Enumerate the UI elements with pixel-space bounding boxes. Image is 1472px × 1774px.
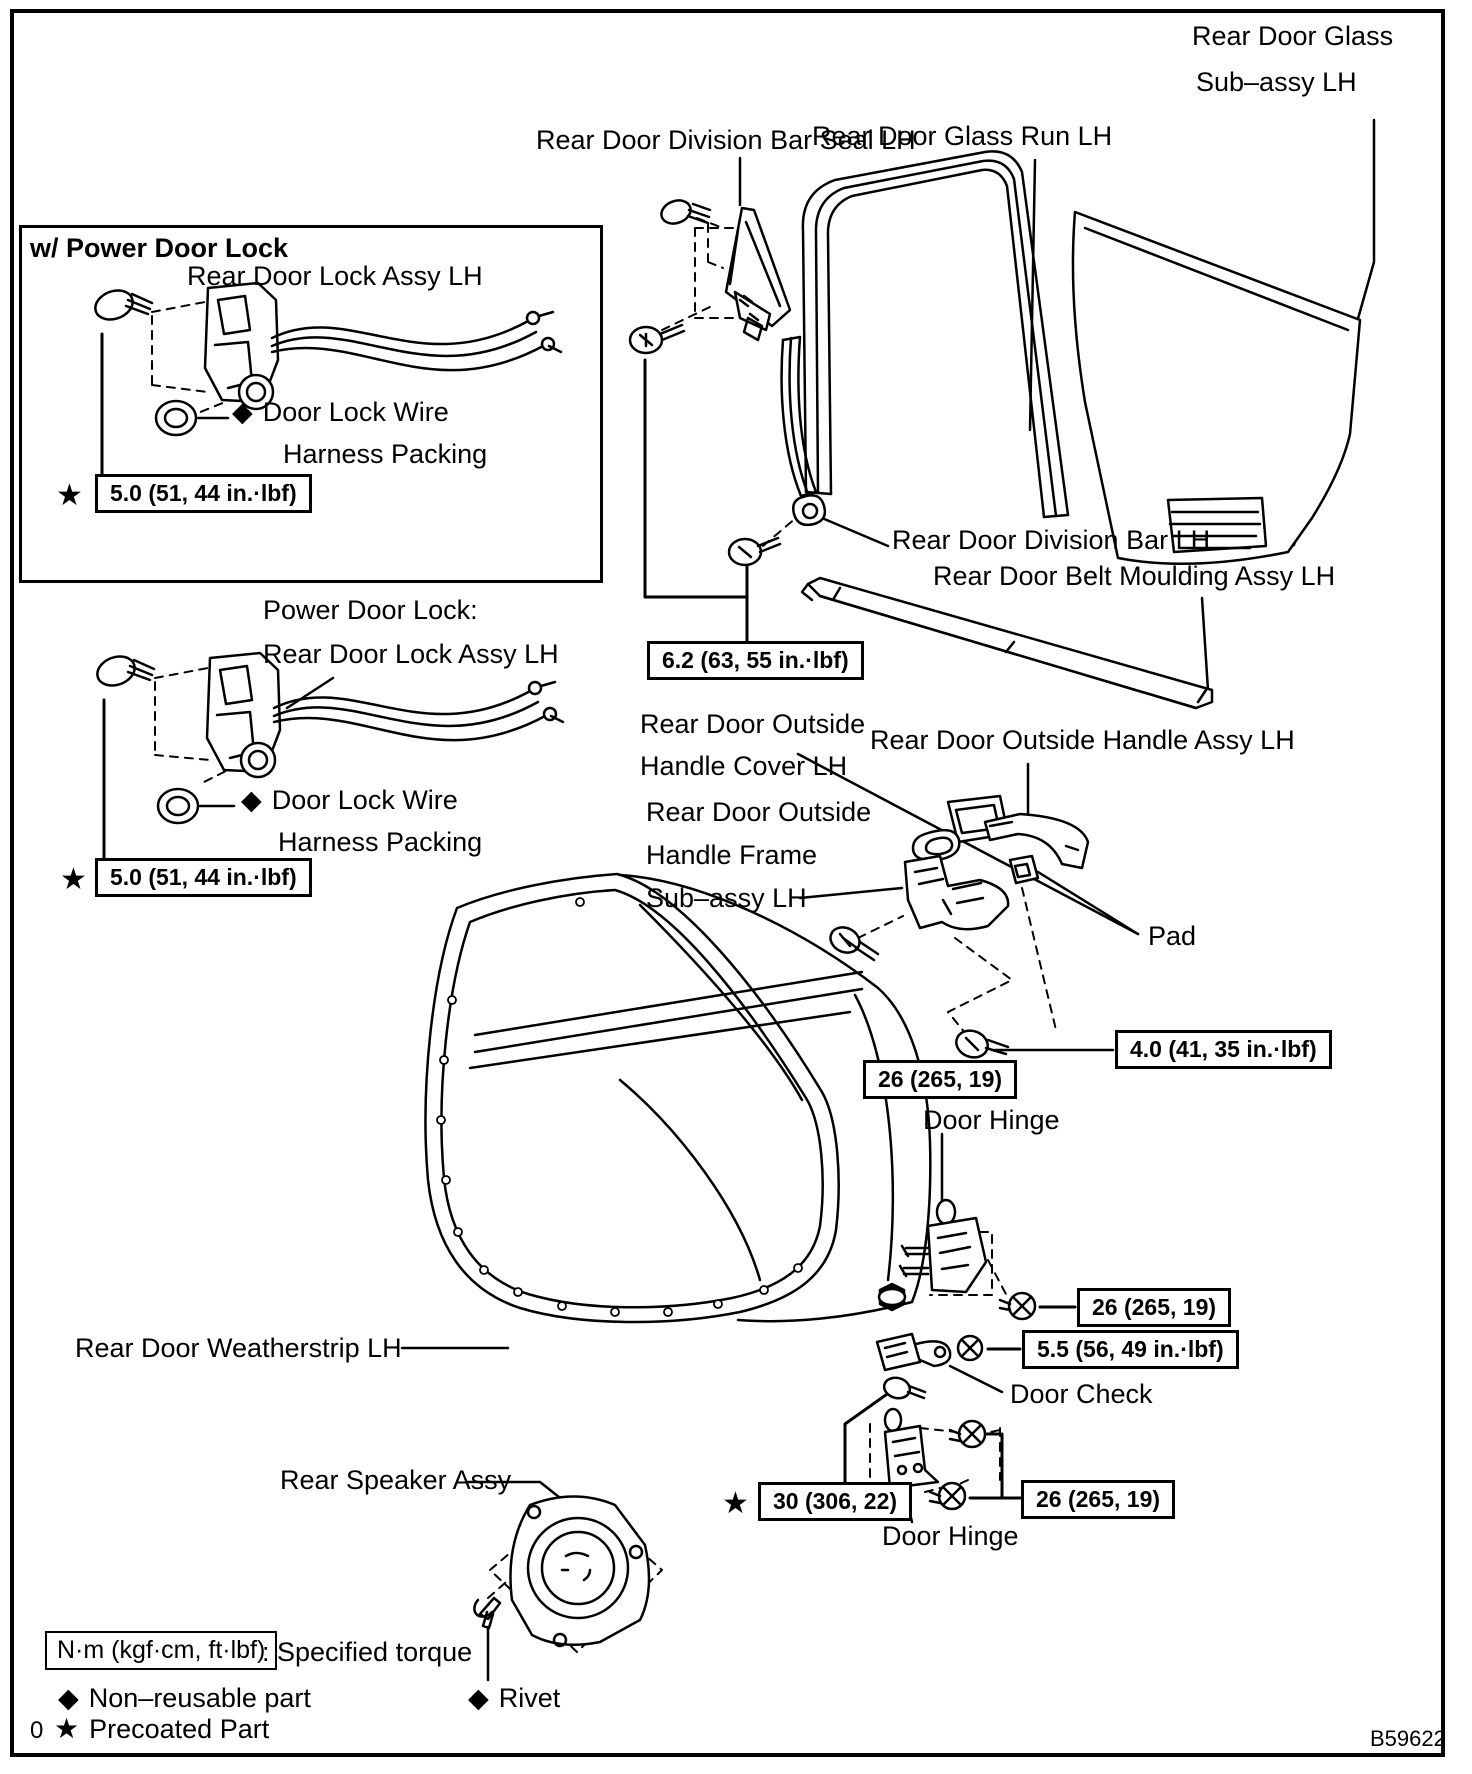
precoated-star-icon: ★ xyxy=(54,1713,80,1744)
torque-box-6.2: 6.2 (63, 55 in.·lbf) xyxy=(647,641,864,680)
torque-box-26-a: 26 (265, 19) xyxy=(863,1060,1017,1099)
legend-torque-desc: : Specified torque xyxy=(262,1637,473,1667)
label-division-bar-seal: Rear Door Division Bar Seal LH xyxy=(536,125,916,155)
section-title: w/ Power Door Lock xyxy=(30,233,289,263)
precoated-star-icon-2: ★ xyxy=(60,863,87,896)
torque-box-26-c: 26 (265, 19) xyxy=(1021,1480,1175,1519)
label-harness-packing-2: Harness Packing xyxy=(278,827,483,857)
label-door-hinge-upper: Door Hinge xyxy=(923,1105,1060,1135)
figure-code: B59622 xyxy=(1370,1726,1446,1751)
non-reusable-icon: ◆ xyxy=(232,397,253,427)
label-division-bar: Rear Door Division Bar LH xyxy=(892,525,1211,555)
non-reusable-icon: ◆ xyxy=(58,1683,79,1713)
torque-box-26-b: 26 (265, 19) xyxy=(1077,1288,1231,1327)
label-glass-run: Rear Door Glass Run LH xyxy=(812,121,1113,151)
label-handle-frame-2: Handle Frame xyxy=(646,840,818,870)
label-pad: Pad xyxy=(1148,921,1197,951)
torque-box-5.0-a: 5.0 (51, 44 in.·lbf) xyxy=(95,474,312,513)
label-door-check: Door Check xyxy=(1010,1379,1153,1409)
label-door-hinge-lower: Door Hinge xyxy=(882,1521,1019,1551)
label-belt-moulding: Rear Door Belt Moulding Assy LH xyxy=(933,561,1336,591)
torque-box-30: 30 (306, 22) xyxy=(758,1482,912,1521)
label-door-lock-wire-1: ◆ Door Lock Wire xyxy=(232,397,449,427)
precoated-star-icon-3: ★ xyxy=(722,1487,749,1520)
label-lock-assy-1: Rear Door Lock Assy LH xyxy=(187,261,483,291)
label-handle-frame-3: Sub–assy LH xyxy=(646,883,807,913)
label-glass-subassy-2: Sub–assy LH xyxy=(1196,67,1357,97)
label-door-lock-wire-2: ◆ Door Lock Wire xyxy=(241,785,458,815)
label-handle-cover-1: Rear Door Outside xyxy=(640,709,866,739)
label-harness-packing-1: Harness Packing xyxy=(283,439,488,469)
torque-box-4.0: 4.0 (41, 35 in.·lbf) xyxy=(1115,1030,1332,1069)
label-speaker: Rear Speaker Assy xyxy=(280,1465,512,1495)
torque-box-5.5: 5.5 (56, 49 in.·lbf) xyxy=(1022,1330,1239,1369)
non-reusable-icon: ◆ xyxy=(468,1683,489,1713)
non-reusable-icon: ◆ xyxy=(241,785,262,815)
label-power-door-lock: Power Door Lock: xyxy=(263,595,478,625)
label-lock-assy-2: Rear Door Lock Assy LH xyxy=(263,639,559,669)
label-glass-subassy-1: Rear Door Glass xyxy=(1192,21,1394,51)
torque-box-5.0-b: 5.0 (51, 44 in.·lbf) xyxy=(95,858,312,897)
label-weatherstrip: Rear Door Weatherstrip LH xyxy=(75,1333,402,1363)
legend-precoated-prefix: 0 xyxy=(30,1717,44,1744)
legend-precoated: ★ Precoated Part xyxy=(54,1713,270,1744)
label-handle-cover-2: Handle Cover LH xyxy=(640,751,848,781)
legend-torque-unit-box: N·m (kgf·cm, ft·lbf) xyxy=(45,1631,277,1670)
label-rivet: ◆ Rivet xyxy=(468,1683,561,1713)
label-handle-frame-1: Rear Door Outside xyxy=(646,797,872,827)
label-handle-assy: Rear Door Outside Handle Assy LH xyxy=(870,725,1295,755)
legend-non-reusable: ◆ Non–reusable part xyxy=(58,1683,311,1713)
precoated-star-icon-1: ★ xyxy=(56,479,83,512)
